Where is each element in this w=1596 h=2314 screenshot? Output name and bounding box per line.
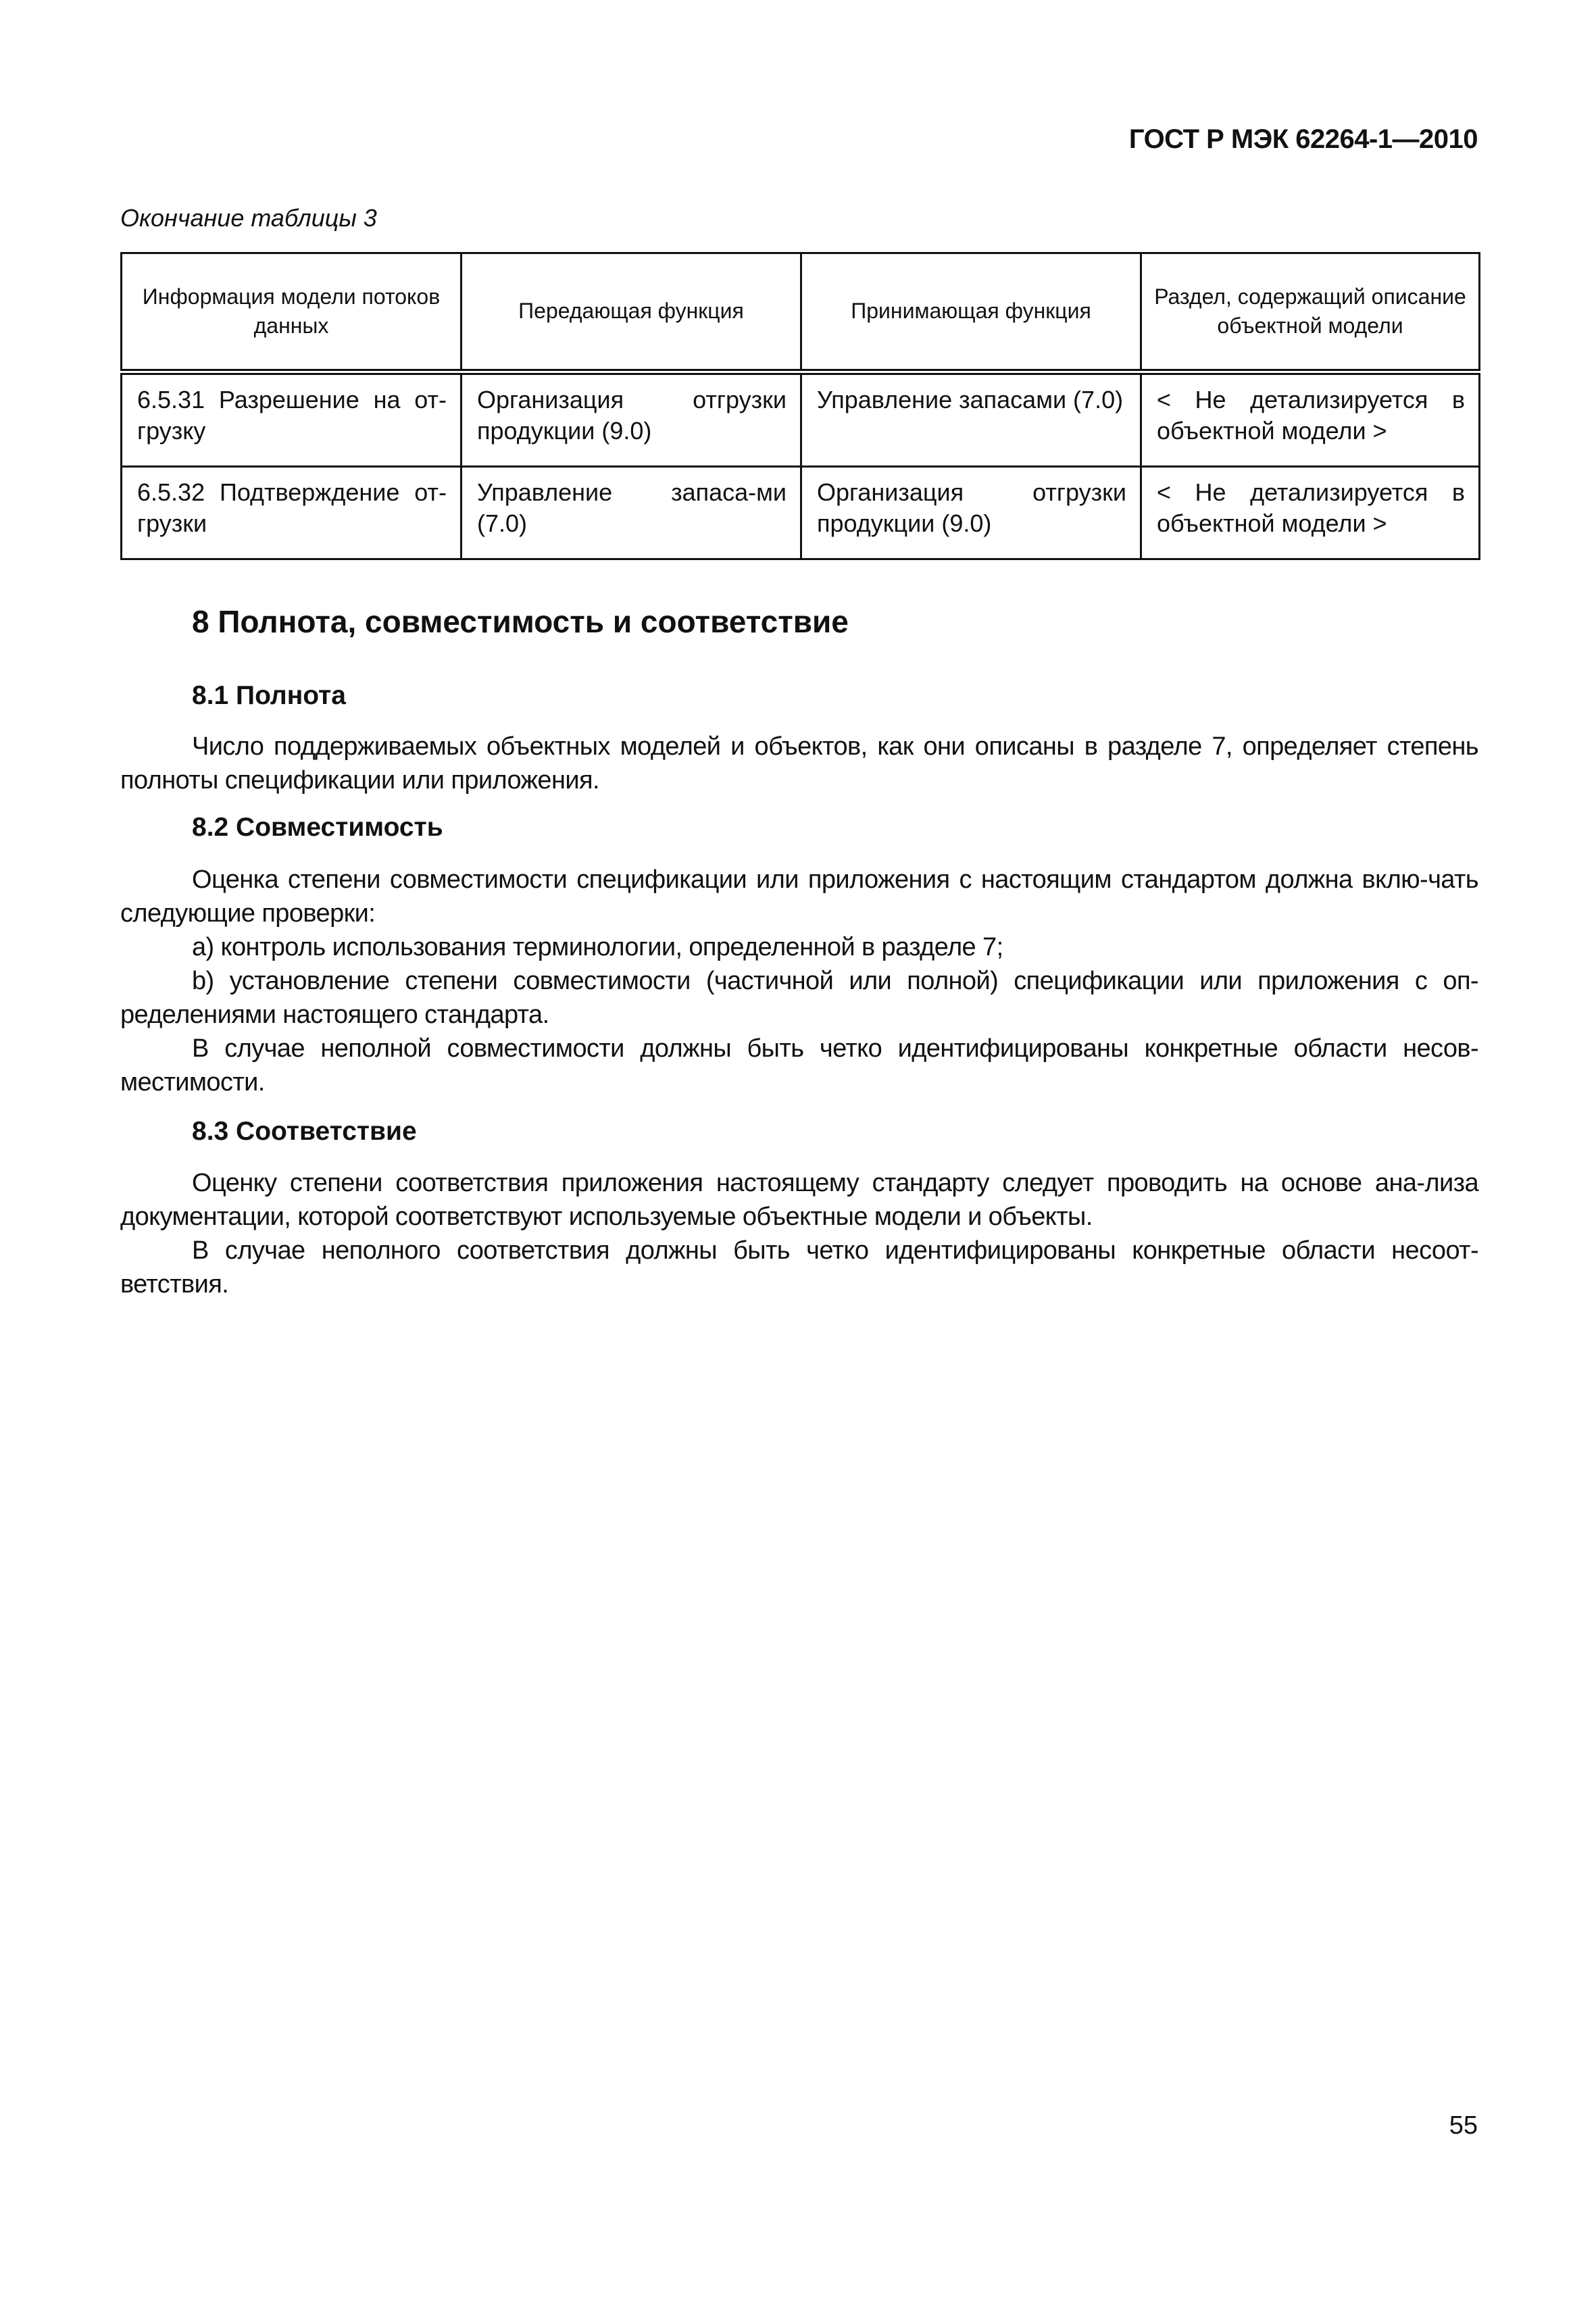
section-8-1-body: [120, 730, 1478, 797]
paragraph: В случае неполного соответствия должны быть четко идентифицированы конкретные области несоот-ветствия.: [120, 1236, 1478, 1299]
table-cell: Организация отгрузки продукции (9.0): [801, 467, 1141, 559]
page-number: 55: [1449, 2111, 1478, 2140]
paragraph: Число поддерживаемых объектных моделей и объектов, как они описаны в разделе 7, определяет степень полноты спецификации или приложения.: [120, 732, 1478, 795]
column-header: Информация модели потоков данных: [122, 253, 462, 372]
paragraph: b) установление степени совместимости (частичной или полной) спецификации или приложения с оп-ределениями настоящего стандарта.: [120, 967, 1478, 1029]
section-8-3-title: 8.3 Соответствие: [192, 1117, 417, 1146]
section-8-3-body: [120, 1166, 1478, 1301]
table-cell: Управление запасами (7.0): [801, 372, 1141, 467]
section-8-2-title: 8.2 Совместимость: [192, 813, 443, 842]
table-cell: Организация отгрузки продукции (9.0): [462, 372, 801, 467]
paragraph: Оценку степени соответствия приложения настоящему стандарту следует проводить на основе ана-лиза документации, которой соответствуют используемые объектные модели и объекты.: [120, 1169, 1478, 1231]
paragraph: В случае неполной совместимости должны быть четко идентифицированы конкретные области несов-местимости.: [120, 1034, 1478, 1097]
table-caption: Окончание таблицы 3: [120, 204, 377, 232]
table-cell: 6.5.31 Разрешение на от-грузку: [122, 372, 462, 467]
column-header: Раздел, содержащий описание объектной модели: [1141, 253, 1480, 372]
table-cell: < Не детализируется в объектной модели >: [1141, 372, 1480, 467]
table-header-row: [122, 253, 1480, 372]
table-row: [122, 372, 1480, 467]
column-header: Принимающая функция: [801, 253, 1141, 372]
section-8-2-body: [120, 863, 1478, 1099]
section-8-1-title: 8.1 Полнота: [192, 681, 346, 710]
column-header: Передающая функция: [462, 253, 801, 372]
document-code-header: ГОСТ Р МЭК 62264-1—2010: [1128, 124, 1478, 154]
table-cell: Управление запаса-ми (7.0): [462, 467, 801, 559]
data-flow-table: [120, 252, 1480, 560]
table-row: [122, 467, 1480, 559]
paragraph: а) контроль использования терминологии, определенной в разделе 7;: [192, 933, 1003, 961]
table-cell: 6.5.32 Подтверждение от-грузки: [122, 467, 462, 559]
table-cell: < Не детализируется в объектной модели >: [1141, 467, 1480, 559]
paragraph: Оценка степени совместимости спецификации или приложения с настоящим стандартом должна вклю-чать следующие проверки:: [120, 865, 1478, 928]
section-8-title: 8 Полнота, совместимость и соответствие: [192, 604, 849, 639]
